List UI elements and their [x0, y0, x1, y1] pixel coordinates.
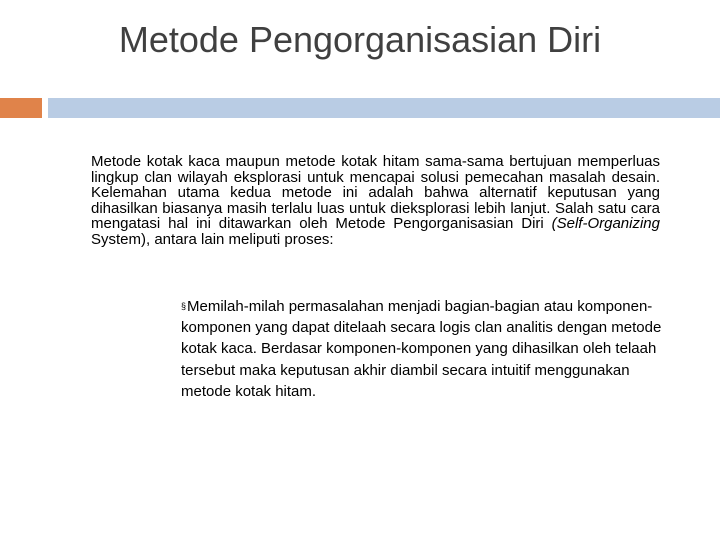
accent-bar-orange: [0, 98, 42, 118]
paragraph-text: Metode kotak kaca maupun metode kotak hitam sama-sama bertujuan memperluas lingkup clan wilayah eksplorasi untuk mencapai solusi pemecahan masalah desain. Kelemahan utama kedua metode ini adalah bahwa alternatif keputusan yang dihasilkan biasanya masih terlalu luas untuk dieksplorasi lebih lanjut. Salah satu cara mengatasi hal ini ditawarkan oleh Metode Pengorganisasian Diri: [91, 153, 660, 233]
paragraph-text-end: System), antara lain meliputi proses:: [91, 230, 334, 248]
slide-title: Metode Pengorganisasian Diri: [118, 19, 602, 60]
bullet-marker-icon: §: [181, 301, 187, 311]
bullet-text: Memilah-milah permasalahan menjadi bagian-bagian atau komponen-komponen yang dapat ditelaah secara logis clan analitis dengan metode kotak kaca. Berdasar komponen-komponen yang dihasilkan oleh telaah tersebut maka keputusan akhir diambil secara intuitif menggunakan metode kotak hitam.: [181, 298, 662, 400]
accent-bar-blue: [48, 98, 720, 118]
body-paragraph: [91, 154, 660, 248]
paragraph-italic-term: (Self-Organizing: [551, 215, 660, 233]
bullet-item: [181, 296, 668, 402]
